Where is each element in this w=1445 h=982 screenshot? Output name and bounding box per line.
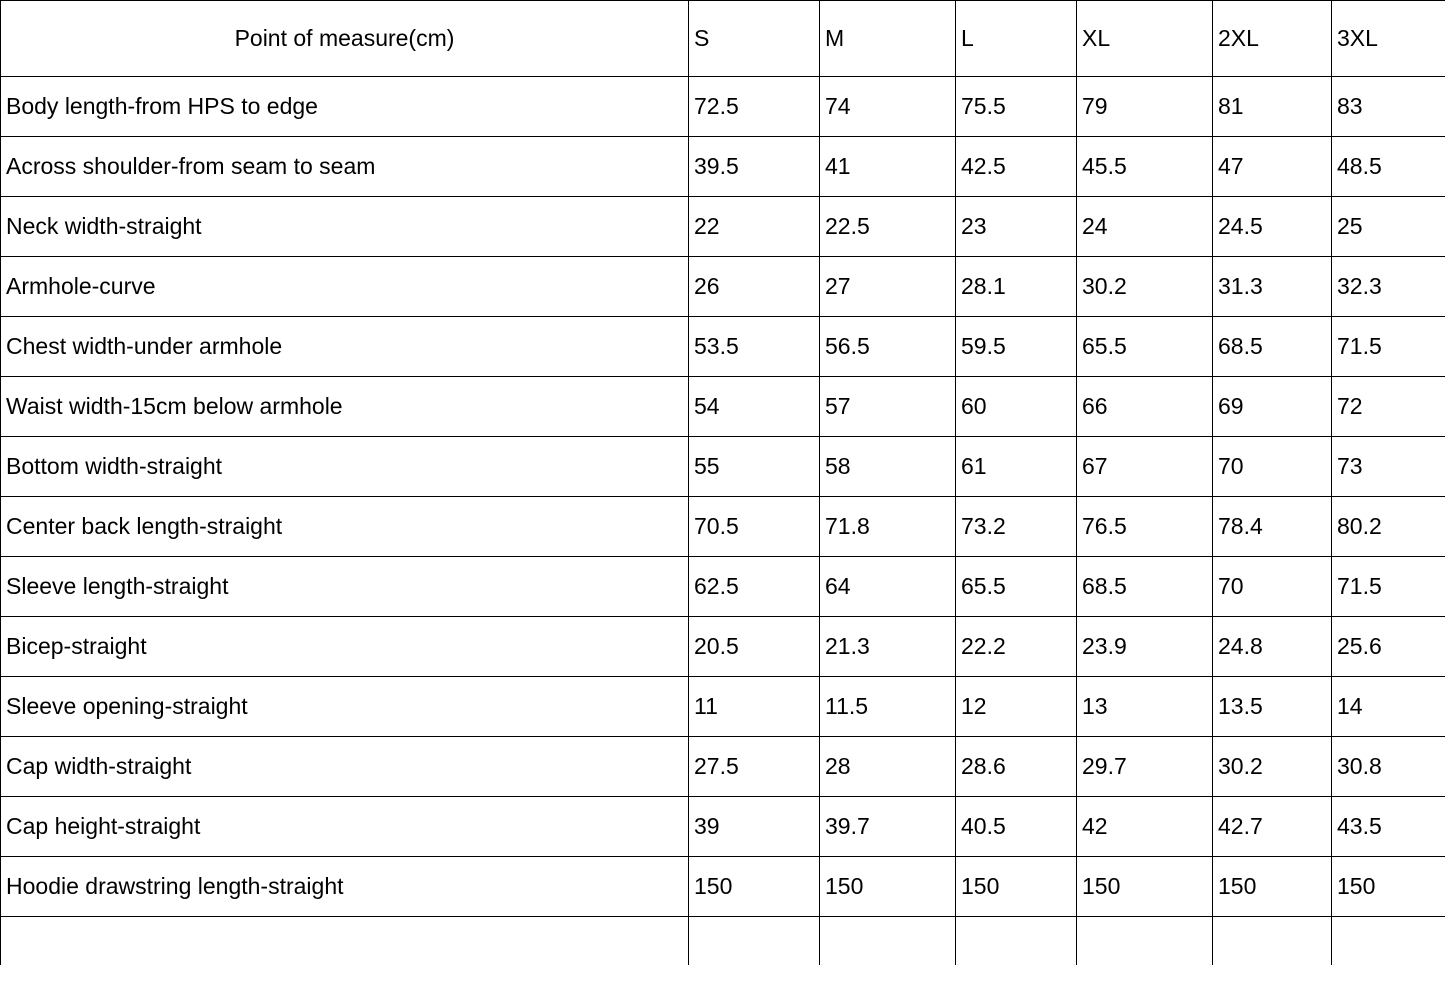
table-cell: 150 [1332,857,1445,917]
table-cell: 39.5 [689,137,820,197]
table-cell: 23 [956,197,1077,257]
table-cell: 65.5 [956,557,1077,617]
table-cell: 61 [956,437,1077,497]
table-cell: 30.2 [1213,737,1332,797]
table-cell: 13.5 [1213,677,1332,737]
table-cell: 29.7 [1077,737,1213,797]
table-cell: 58 [820,437,956,497]
table-cell: 62.5 [689,557,820,617]
table-cell: 71.5 [1332,317,1445,377]
table-cell: 43.5 [1332,797,1445,857]
table-cell [1077,917,1213,966]
table-row [1,77,1445,137]
table-cell: 59.5 [956,317,1077,377]
measure-label: Cap width-straight [1,737,689,797]
measure-label: Body length-from HPS to edge [1,77,689,137]
table-cell: 70.5 [689,497,820,557]
table-cell [1332,917,1445,966]
table-cell: 75.5 [956,77,1077,137]
table-row [1,317,1445,377]
table-row [1,497,1445,557]
table-cell: 68.5 [1213,317,1332,377]
table-cell: 42.5 [956,137,1077,197]
table-cell: 22.5 [820,197,956,257]
table-cell: 47 [1213,137,1332,197]
table-cell: 71.5 [1332,557,1445,617]
table-cell: 27 [820,257,956,317]
table-cell: 31.3 [1213,257,1332,317]
table-cell: 150 [956,857,1077,917]
table-body [1,77,1445,966]
table-cell [956,917,1077,966]
header-size-l: L [956,1,1077,77]
measure-label: Hoodie drawstring length-straight [1,857,689,917]
table-cell: 56.5 [820,317,956,377]
table-cell: 83 [1332,77,1445,137]
table-cell: 81 [1213,77,1332,137]
table-cell [1213,917,1332,966]
table-cell: 25 [1332,197,1445,257]
table-cell: 27.5 [689,737,820,797]
table-cell: 74 [820,77,956,137]
empty-table-row [1,917,1445,966]
table-cell: 69 [1213,377,1332,437]
table-cell: 73 [1332,437,1445,497]
table-row [1,557,1445,617]
table-cell: 20.5 [689,617,820,677]
table-cell: 67 [1077,437,1213,497]
table-cell: 57 [820,377,956,437]
table-cell: 76.5 [1077,497,1213,557]
table-cell: 55 [689,437,820,497]
table-cell: 24.8 [1213,617,1332,677]
measure-label: Bottom width-straight [1,437,689,497]
table-cell: 24.5 [1213,197,1332,257]
table-cell: 42.7 [1213,797,1332,857]
table-cell [820,917,956,966]
table-cell: 28.1 [956,257,1077,317]
measure-label: Across shoulder-from seam to seam [1,137,689,197]
table-row [1,137,1445,197]
table-row [1,797,1445,857]
table-cell: 24 [1077,197,1213,257]
table-cell: 30.8 [1332,737,1445,797]
header-size-2xl: 2XL [1213,1,1332,77]
table-cell: 66 [1077,377,1213,437]
measure-label [1,917,689,966]
table-row [1,437,1445,497]
table-cell: 11.5 [820,677,956,737]
table-cell: 42 [1077,797,1213,857]
table-cell: 21.3 [820,617,956,677]
table-cell: 23.9 [1077,617,1213,677]
table-cell: 39 [689,797,820,857]
table-row [1,197,1445,257]
header-row [1,1,1445,77]
table-cell: 64 [820,557,956,617]
table-cell: 150 [1213,857,1332,917]
table-cell [689,917,820,966]
table-cell: 45.5 [1077,137,1213,197]
table-cell: 68.5 [1077,557,1213,617]
table-cell: 13 [1077,677,1213,737]
table-cell: 60 [956,377,1077,437]
header-size-xl: XL [1077,1,1213,77]
table-cell: 22 [689,197,820,257]
measure-label: Cap height-straight [1,797,689,857]
header-size-3xl: 3XL [1332,1,1445,77]
table-cell: 32.3 [1332,257,1445,317]
table-cell: 41 [820,137,956,197]
table-cell: 70 [1213,557,1332,617]
table-cell: 25.6 [1332,617,1445,677]
table-cell: 73.2 [956,497,1077,557]
table-cell: 72 [1332,377,1445,437]
table-cell: 48.5 [1332,137,1445,197]
measure-label: Waist width-15cm below armhole [1,377,689,437]
table-cell: 79 [1077,77,1213,137]
table-cell: 53.5 [689,317,820,377]
measure-label: Armhole-curve [1,257,689,317]
measure-label: Center back length-straight [1,497,689,557]
header-size-m: M [820,1,956,77]
table-cell: 80.2 [1332,497,1445,557]
table-cell: 54 [689,377,820,437]
measure-label: Neck width-straight [1,197,689,257]
table-cell: 150 [820,857,956,917]
table-row [1,617,1445,677]
table-cell: 150 [1077,857,1213,917]
table-row [1,377,1445,437]
table-cell: 65.5 [1077,317,1213,377]
table-row [1,737,1445,797]
table-cell: 28.6 [956,737,1077,797]
table-cell: 22.2 [956,617,1077,677]
table-row [1,857,1445,917]
table-cell: 11 [689,677,820,737]
table-cell: 28 [820,737,956,797]
measure-label: Chest width-under armhole [1,317,689,377]
header-point-of-measure: Point of measure(cm) [1,1,689,77]
table-cell: 39.7 [820,797,956,857]
table-cell: 14 [1332,677,1445,737]
table-cell: 71.8 [820,497,956,557]
table-cell: 26 [689,257,820,317]
table-cell: 30.2 [1077,257,1213,317]
table-cell: 40.5 [956,797,1077,857]
table-cell: 72.5 [689,77,820,137]
table-cell: 150 [689,857,820,917]
header-size-s: S [689,1,820,77]
measure-label: Sleeve length-straight [1,557,689,617]
table-row [1,677,1445,737]
table-row [1,257,1445,317]
table-cell: 70 [1213,437,1332,497]
table-cell: 78.4 [1213,497,1332,557]
measure-label: Bicep-straight [1,617,689,677]
table-cell: 12 [956,677,1077,737]
measure-label: Sleeve opening-straight [1,677,689,737]
